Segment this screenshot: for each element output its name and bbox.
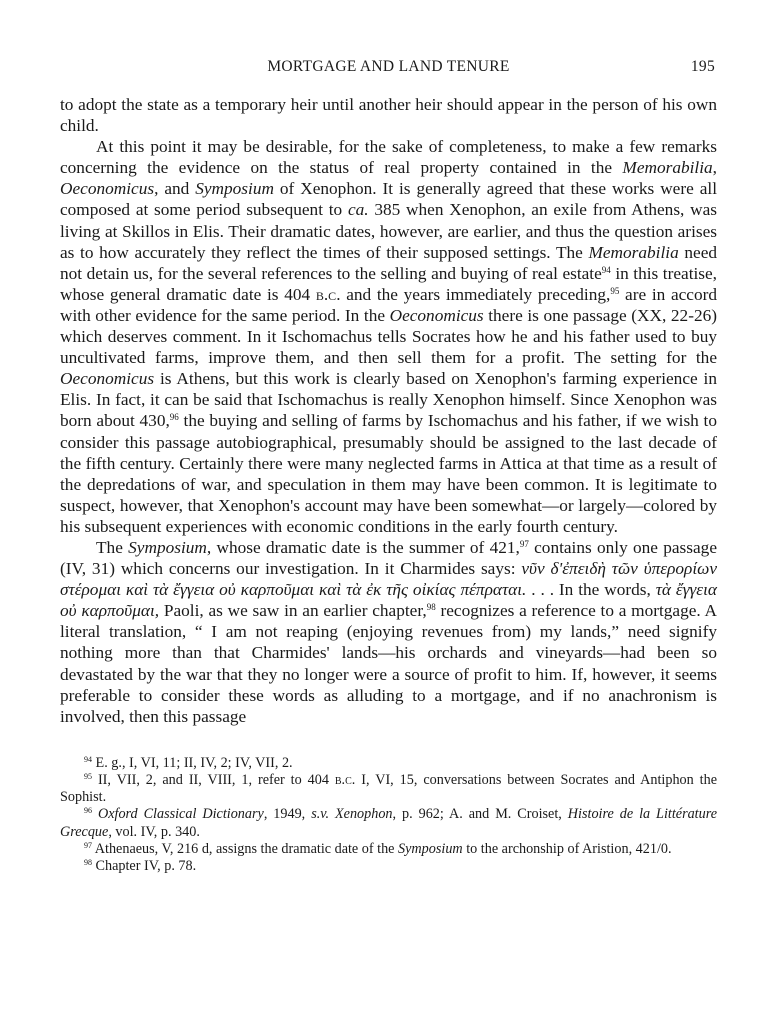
- greek-quotation: τὰ ἔγγεια οὐ καρποῦμαι,: [60, 580, 717, 621]
- footnote-ref-96: 96: [169, 412, 179, 423]
- page-number: 195: [690, 58, 715, 75]
- work-title: Memorabilia: [588, 242, 679, 262]
- paragraph-1: to adopt the state as a temporary heir until another heir should appear in the person of his own child.: [60, 95, 717, 136]
- page: [60, 58, 717, 875]
- footnote-ref-95: 95: [610, 285, 620, 296]
- footnote-96: $^{96}$ Oxford Classical Dictionary, 1949, s.v. Xenophon, p. 962; A. and M. Croiset, Histoire de la Littérature Grecque, vol. IV, p. 340.: [60, 806, 718, 840]
- footnote-94: $^{94}$ E. g., I, VI, 11; II, IV, 2; IV, VII, 2.: [84, 754, 293, 771]
- work-title: Symposium: [128, 537, 207, 557]
- running-title: MORTGAGE AND LAND TENURE: [267, 58, 510, 75]
- footnote-98: $^{98}$ Chapter IV, p. 78.: [84, 858, 197, 875]
- work-title: Symposium: [195, 179, 274, 199]
- footnote-97: $^{97}$ Athenaeus, V, 216 d, assigns the dramatic date of the Symposium to the archonship of Aristion, 421/0.: [84, 840, 672, 857]
- footnote-ref-94: 94: [601, 264, 611, 275]
- footnote-ref-97: 97: [519, 538, 529, 549]
- greek-quotation: νῦν δ'ἐπειδὴ τῶν ὑπερορίων στέρομαι καὶ τὰ ἔγγεια οὐ καρποῦμαι καὶ τὰ ἐκ τῆς οἰκίας πέπραται.: [60, 559, 718, 600]
- footnote-ref-98: 98: [426, 602, 436, 613]
- footnote-95: $^{95}$ II, VII, 2, and II, VIII, 1, refer to 404 b.c. I, VI, 15, conversations between Socrates and Antiphon the Sophist.: [60, 772, 717, 806]
- running-head: [60, 58, 717, 82]
- work-title: Oeconomicus: [389, 305, 484, 325]
- work-title: Oeconomicus: [60, 179, 155, 199]
- paragraph-3: The Symposium, whose dramatic date is the summer of 421,97 contains only one passage (IV, 31) which concerns our investigation. In it Charmides says: νῦν δ'ἐπειδὴ τῶν ὑπερορίων στέρομαι καὶ τὰ ἔγγεια οὐ καρποῦμαι καὶ τὰ ἐκ τῆς οἰκίας πέπραται. . . . In the words, τὰ ἔγγεια οὐ καρποῦμαι, Paoli, as we saw in an earlier chapter,$^{98}$ recognizes a reference to a mortgage. A literal translation, “ I am not reaping (enjoying revenues from) my lands,” need signify nothing more than that Charmides' lands—his orchards and vineyards—had been so devastated by the war that they no longer were a source of profit to him. If, however, it seems preferable to consider these words as alluding to a mortgage, and if no anachronism is involved, then this passage: [60, 537, 718, 726]
- footnotes: [60, 755, 717, 875]
- work-title: Memorabilia: [622, 158, 713, 178]
- paragraph-2: At this point it may be desirable, for the sake of completeness, to make a few remarks concerning the evidence on the status of real property contained in the Memorabilia, Oeconomicus, and Symposium of Xenophon. It is generally agreed that these works were all composed at some period subsequent to ca. 385 when Xenophon, an exile from Athens, was living at Skillos in Elis. Their dramatic dates, however, are earlier, and thus the question arises as to how accurately they reflect the times of their supposed settings. The Memorabilia need not detain us, for the several references to the selling and buying of real estate$^{94}$ in this treatise, whose general dramatic date is 404 b.c. and the years immediately preceding,$^{95}$ are in accord with other evidence for the same period. In the Oeconomicus there is one passage (XX, 22-26) which deserves comment. In it Ischomachus tells Socrates how he and his father used to buy uncultivated farms, improve them, and then sell them for a profit. The setting for the Oeconomicus is Athens, but this work is clearly based on Xenophon's farming experience in Elis. In fact, it can be said that Ischomachus is really Xenophon himself. Since Xenophon was born about 430,96 the buying and selling of farms by Ischomachus and his father, if we wish to consider this passage autobiographical, presumably should be assigned to the last decade of the fifth century. Certainly there were many neglected farms in Attica at that time as a result of the depredations of war, and speculation in them may have been common. It is legitimate to suspect, however, that Xenophon's account may have been somewhat—or largely—colored by his subsequent experiences with economic conditions in the early fourth century.: [60, 137, 718, 536]
- work-title: Oeconomicus: [60, 369, 155, 389]
- body-text: [60, 94, 717, 727]
